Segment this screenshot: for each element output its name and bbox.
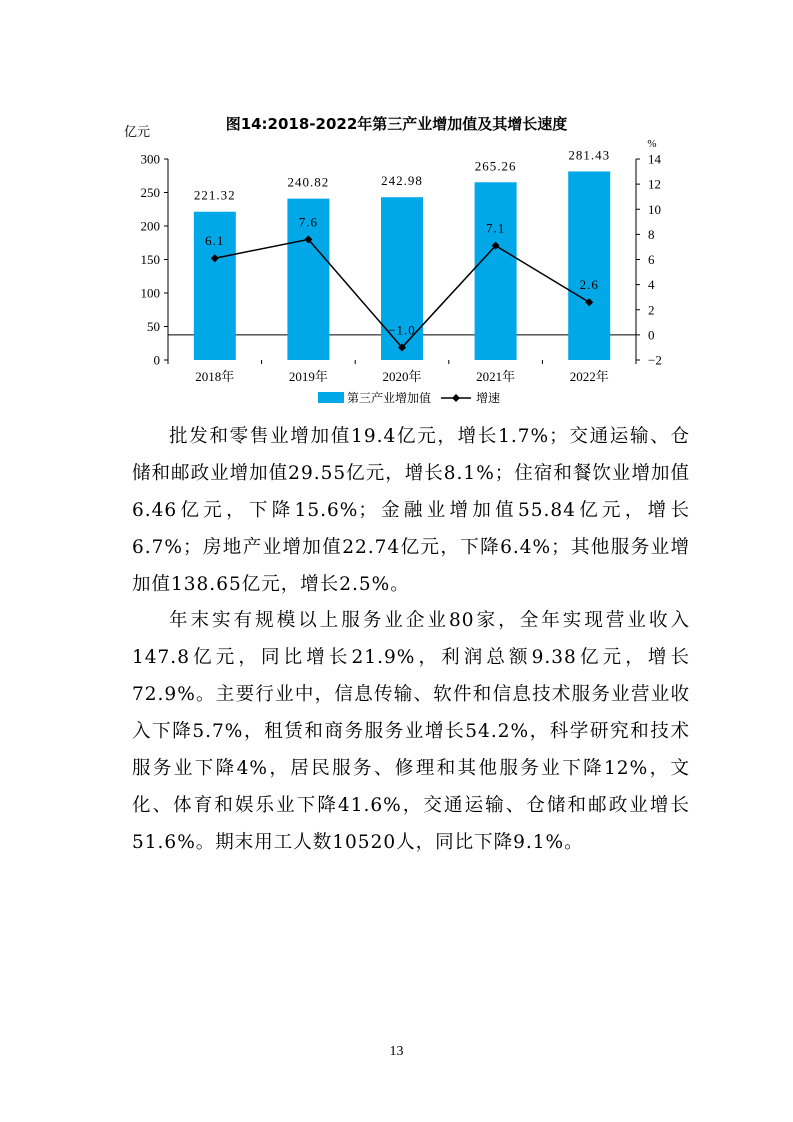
y-right-tick-label: 10 — [648, 201, 661, 217]
y-left-tick-label: 50 — [147, 319, 160, 334]
growth-value-label: 7.1 — [485, 220, 506, 236]
legend-label-line: 增速 — [476, 391, 501, 405]
bar — [568, 171, 610, 360]
legend-swatch-marker — [452, 394, 460, 402]
bar — [475, 182, 517, 360]
y-left-tick-label: 100 — [140, 285, 160, 301]
y-right-unit: % — [647, 138, 657, 150]
bar-value-label: 281.43 — [568, 147, 611, 163]
growth-value-label: 6.1 — [205, 233, 225, 249]
y-right-tick-label: 6 — [648, 252, 655, 267]
y-left-tick-label: 0 — [153, 352, 160, 368]
x-tick-label: 2022年 — [569, 369, 609, 384]
legend-label-bar: 第三产业增加值 — [347, 391, 432, 405]
y-right-tick-label: 14 — [648, 151, 661, 167]
bar-value-label: 242.98 — [381, 173, 423, 189]
y-left-tick-label: 150 — [140, 252, 160, 267]
chart-area — [0, 0, 793, 415]
y-left-tick-label: 300 — [140, 151, 160, 167]
y-left-tick-label: 200 — [140, 218, 160, 234]
y-right-tick-label: 8 — [648, 226, 655, 242]
y-right-tick-label: −2 — [648, 352, 662, 368]
y-right-tick-label: 0 — [648, 327, 655, 343]
growth-value-label: 2.6 — [579, 277, 599, 293]
y-right-tick-label: 4 — [648, 277, 655, 293]
y-left-tick-label: 250 — [140, 185, 160, 200]
x-tick-label: 2021年 — [476, 369, 516, 384]
body-paragraph-2: 年末实有规模以上服务业企业80家，全年实现营业收入147.8亿元，同比增长21.9%，利润总额9.38亿元，增长72.9%。主要行业中，信息传输、软件和信息技术服务业营业收入下降5.7%，租赁和商务服务业增长54.2%，科学研究和技术服务业下降4%，居民服务、修理和其他服务业下降12%，文化、体育和娱乐业下降41.6%，交通运输、仓储和邮政业增长51.6%。期末用工人数10520人，同比下降9.1%。 — [132, 610, 690, 853]
bar-value-label: 221.32 — [193, 187, 236, 203]
x-tick-label: 2019年 — [288, 369, 328, 384]
bar-value-label: 265.26 — [474, 158, 517, 174]
chart-title: 图14:2018-2022年第三产业增加值及其增长速度 — [225, 115, 568, 133]
y-left-unit: 亿元 — [124, 125, 151, 140]
legend — [318, 390, 500, 405]
bar-value-label: 240.82 — [287, 174, 330, 190]
x-tick-label: 2020年 — [382, 369, 422, 384]
x-tick-label: 2018年 — [195, 369, 235, 384]
y-right-tick-label: 2 — [648, 302, 655, 318]
body-paragraph-1: 批发和零售业增加值19.4亿元，增长1.7%；交通运输、仓储和邮政业增加值29.55亿元，增长8.1%；住宿和餐饮业增加值6.46亿元，下降15.6%；金融业增加值55.84亿元，增长6.7%；房地产业增加值22.74亿元，下降6.4%；其他服务业增加值138.65亿元，增长2.5%。 — [132, 426, 690, 595]
growth-value-label: −1.0 — [388, 322, 416, 338]
growth-value-label: 7.6 — [298, 214, 319, 230]
y-right-tick-label: 12 — [648, 176, 661, 192]
legend-swatch-bar — [318, 392, 344, 403]
page-number: 13 — [389, 1044, 404, 1059]
